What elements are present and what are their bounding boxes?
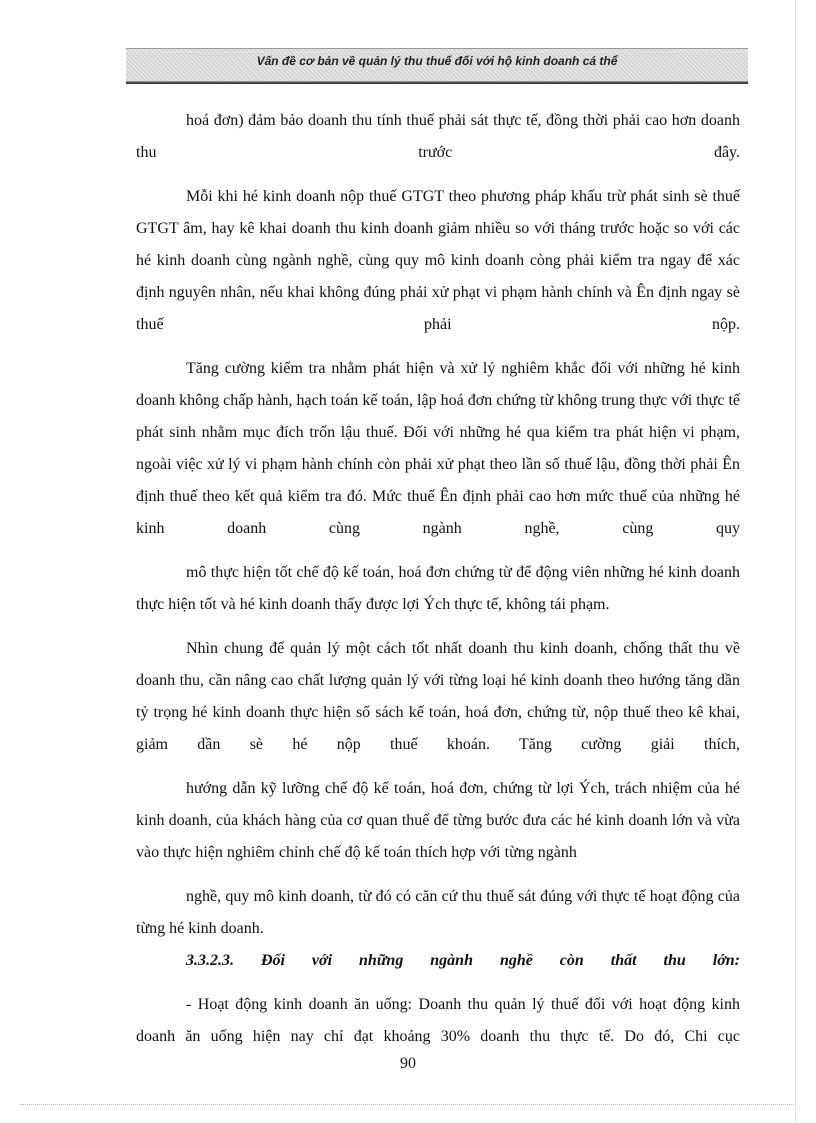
paragraph-3: Tăng cường kiểm tra nhằm phát hiện và xử lý nghiêm khắc đối với những hé kinh doanh không chấp hành, hạch toán kế toán, lập hoá đơn chứng từ không trung thực với thực tế phát sinh nhằm mục đích trốn lậu thuế. Đối với những hé qua kiểm tra phát hiện vi phạm, ngoài việc xử lý vi phạm hành chính còn phải xử phạt theo lần số thuế lậu, đồng thời phải Ên định thuế theo kết quả kiểm tra đó. Mức thuế Ên định phải cao hơn mức thuế của những hé kinh doanh cùng ngành nghề, cùng quy	[136, 360, 740, 537]
document-header-title: Vấn đề cơ bản về quản lý thu thuế đối với hộ kinh doanh cá thể	[256, 54, 618, 68]
page-number: 90	[400, 1055, 416, 1072]
bottom-border	[20, 1104, 796, 1105]
paragraph-4: mô thực hiện tốt chế độ kế toán, hoá đơn chứng từ để động viên những hé kinh doanh thực hiện tốt và hé kinh doanh thấy được lợi Ých thực tế, không tái phạm.	[136, 564, 740, 613]
paragraph-8: - Hoạt động kinh doanh ăn uống: Doanh thu quản lý thuế đối với hoạt động kinh doanh ăn uống hiện nay chỉ đạt khoảng 30% doanh thu thực tế. Do đó, Chi cục	[136, 996, 740, 1045]
section-heading: 3.3.2.3. Đối với những ngành nghề còn thất thu lớn:	[186, 952, 740, 969]
paragraph-1: hoá đơn) đảm bảo doanh thu tính thuế phải sát thực tế, đồng thời phải cao hơn doanh thu trước đây.	[136, 112, 740, 161]
paragraph-2: Mỗi khi hé kinh doanh nộp thuế GTGT theo phương pháp khấu trừ phát sinh sè thuế GTGT âm, hay kê khai doanh thu kinh doanh giảm nhiều so với tháng trước hoặc so với các hé kinh doanh cùng ngành nghề, cùng quy mô kinh doanh còng phải kiểm tra ngay để xác định nguyên nhân, nếu khai không đúng phải xử phạt vi phạm hành chính và Ên định ngay sè thuế phải nộp.	[136, 188, 740, 333]
paragraph-6: hướng dẫn kỹ lưỡng chế độ kế toán, hoá đơn, chứng từ lợi Ých, trách nhiệm của hé kinh doanh, của khách hàng của cơ quan thuế để từng bước đưa các hé kinh doanh lớn và vừa vào thực hiện nghiêm chỉnh chế độ kế toán thích hợp với từng ngành	[136, 780, 740, 861]
right-border	[795, 0, 796, 1123]
paragraph-7: nghề, quy mô kinh doanh, từ đó có căn cứ thu thuế sát đúng với thực tế hoạt động của từng hé kinh doanh.	[136, 888, 740, 937]
header-divider	[126, 82, 748, 84]
document-body	[136, 105, 740, 1053]
paragraph-5: Nhìn chung để quản lý một cách tốt nhất doanh thu kinh doanh, chống thất thu về doanh thu, cần nâng cao chất lượng quản lý với từng loại hé kinh doanh theo hướng tăng dần tỷ trọng hé kinh doanh thực hiện sổ sách kế toán, hoá đơn, chứng từ, nộp thuế theo kê khai, giảm dần sè hé nộp thuế khoán. Tăng cường giải thích,	[136, 640, 740, 753]
